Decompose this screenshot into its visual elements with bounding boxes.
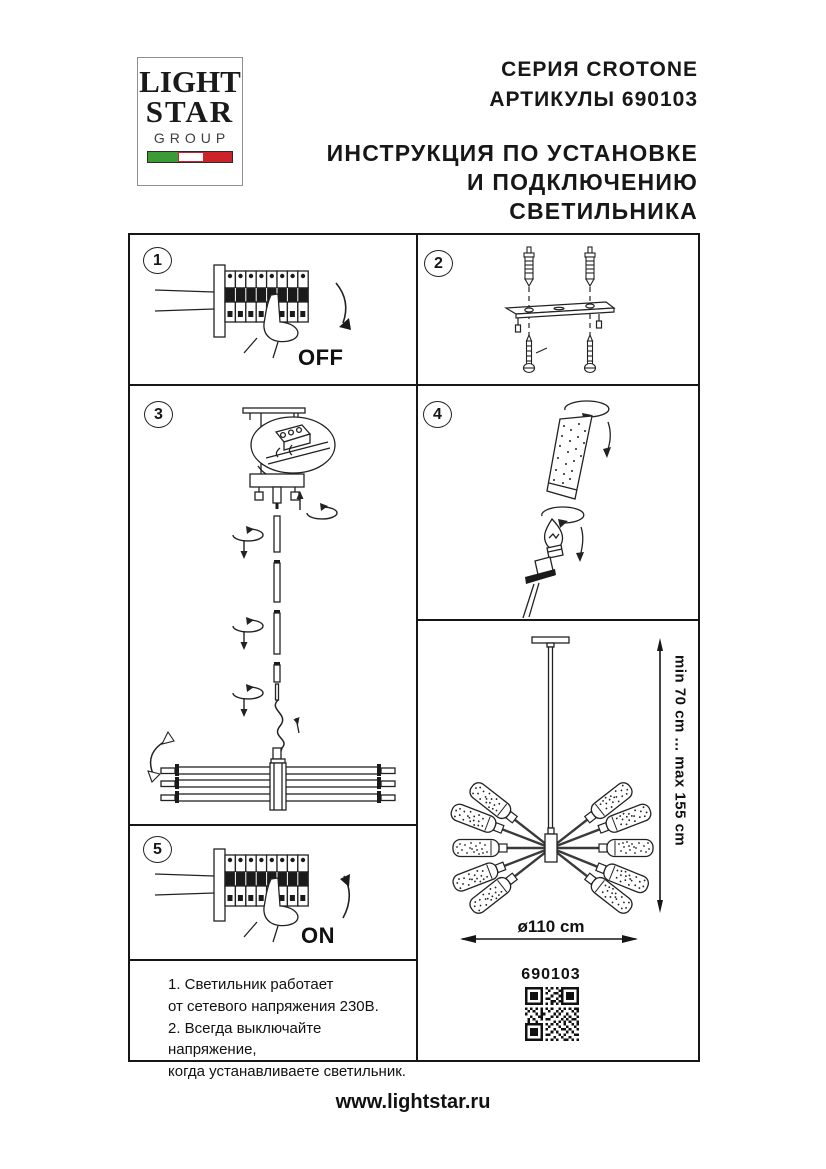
step-3-badge: 3 — [144, 401, 173, 428]
breaker-on-illustration — [130, 826, 416, 959]
logo-word-star: STAR — [145, 94, 235, 129]
note-line: когда устанавливаете светильник. — [168, 1063, 406, 1081]
article-number: 690103 — [521, 966, 581, 983]
note-line: 1. Светильник работает — [168, 976, 334, 993]
rod-assembly-illustration — [130, 386, 416, 824]
instruction-grid — [128, 233, 700, 1081]
articles-title: АРТИКУЛЫ 690103 — [489, 88, 698, 111]
step-1-badge: 1 — [143, 247, 172, 274]
instruction-title — [298, 139, 698, 226]
instruction-title-line2: И ПОДКЛЮЧЕНИЮ СВЕТИЛЬНИКА — [467, 169, 698, 224]
step-4-badge: 4 — [423, 401, 452, 428]
note-line: от сетевого напряжения 230В. — [168, 997, 379, 1015]
logo-word-group: GROUP — [153, 130, 231, 146]
off-label: OFF — [298, 345, 344, 370]
breaker-off-illustration — [130, 235, 416, 384]
on-label: ON — [301, 923, 335, 948]
series-title: СЕРИЯ CROTONE — [501, 58, 698, 81]
step-2-badge: 2 — [424, 250, 453, 277]
lightstar-logo — [137, 57, 243, 186]
grid-divider — [130, 959, 418, 961]
flag-red-segment — [204, 152, 232, 162]
italian-flag-bar — [147, 151, 233, 163]
flag-green-segment — [148, 152, 178, 162]
flag-white-segment — [178, 152, 204, 162]
note-line: 2. Всегда выключайте напряжение, — [168, 1019, 322, 1059]
diameter-dimension-label: ø110 cm — [517, 917, 585, 936]
bracket-mounting-illustration — [418, 235, 702, 384]
header — [298, 55, 698, 226]
instruction-title-line1: ИНСТРУКЦИЯ ПО УСТАНОВКЕ — [326, 140, 698, 166]
qr-code — [525, 987, 579, 1041]
logo-word-light: LIGHT — [139, 64, 241, 99]
shade-bulb-illustration — [418, 386, 702, 619]
website-url: www.lightstar.ru — [335, 1091, 491, 1113]
safety-notes — [168, 974, 406, 1083]
step-5-badge: 5 — [143, 836, 172, 863]
height-dimension-label: min 70 cm ... max 155 cm — [671, 655, 689, 847]
